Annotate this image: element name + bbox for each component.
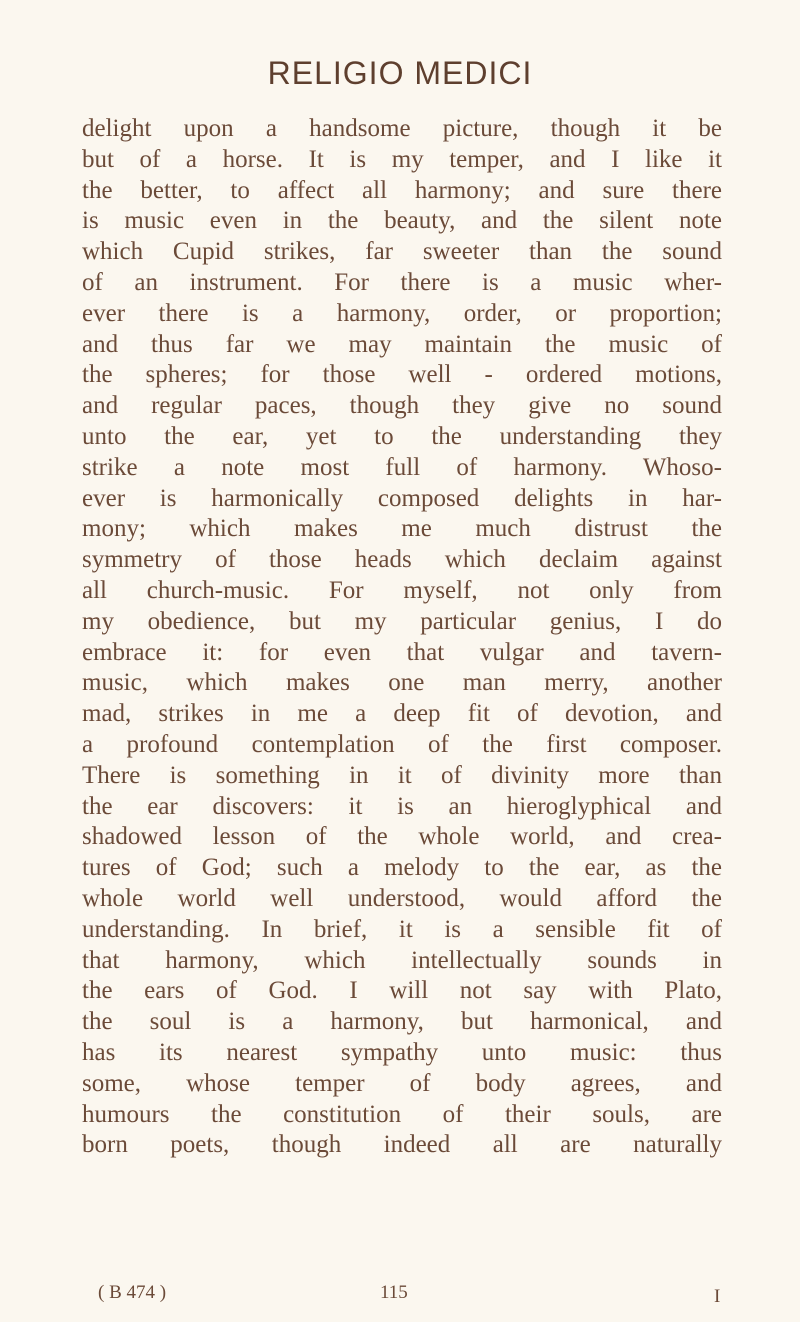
text-line: whole world well understood, would afford the [82, 884, 722, 912]
text-line: ever is harmonically composed delights in har- [82, 484, 722, 512]
text-line: humours the constitution of their souls, are [82, 1100, 722, 1128]
text-line: There is something in it of divinity more than [82, 761, 722, 789]
text-line: ever there is a harmony, order, or proportion; [82, 299, 722, 327]
text-line: is music even in the beauty, and the silent note [82, 207, 722, 235]
body-text [82, 114, 722, 1161]
text-line: symmetry of those heads which declaim against [82, 546, 722, 574]
text-line: a profound contemplation of the first composer. [82, 730, 722, 758]
running-head: RELIGIO MEDICI [267, 55, 533, 91]
text-line: has its nearest sympathy unto music: thus [82, 1038, 722, 1066]
text-line: shadowed lesson of the whole world, and crea- [82, 823, 722, 851]
text-line: mony; which makes me much distrust the [82, 515, 722, 543]
text-line: delight upon a handsome picture, though it be [82, 115, 722, 142]
text-line: strike a note most full of harmony. Whoso- [82, 453, 722, 481]
text-line: mad, strikes in me a deep fit of devotion, and [82, 700, 722, 728]
text-line: my obedience, but my particular genius, I do [82, 607, 722, 635]
quire-mark: I [714, 1286, 721, 1307]
text-line: the spheres; for those well - ordered motions, [82, 361, 722, 389]
text-line: the ear discovers: it is an hieroglyphical and [82, 792, 722, 820]
text-line: all church-music. For myself, not only from [82, 576, 722, 604]
text-line: which Cupid strikes, far sweeter than the sound [82, 238, 722, 266]
text-line: understanding. In brief, it is a sensible fit of [82, 915, 722, 943]
text-line: some, whose temper of body agrees, and [82, 1069, 722, 1097]
text-line: but of a horse. It is my temper, and I like it [82, 145, 722, 173]
signature-mark: ( B 474 ) [98, 1282, 167, 1303]
text-line: of an instrument. For there is a music wher- [82, 268, 722, 296]
text-line: the soul is a harmony, but harmonical, and [82, 1008, 722, 1036]
text-line: that harmony, which intellectually sounds in [82, 946, 722, 974]
text-line: and thus far we may maintain the music of [82, 330, 722, 358]
text-line: music, which makes one man merry, another [82, 669, 722, 697]
text-line: the ears of God. I will not say with Plato, [82, 977, 722, 1005]
text-line: born poets, though indeed all are naturally [82, 1131, 722, 1159]
text-line: tures of God; such a melody to the ear, as the [82, 854, 722, 882]
page-footer [0, 1282, 800, 1312]
page-number: 115 [380, 1282, 408, 1303]
text-line: unto the ear, yet to the understanding they [82, 422, 722, 450]
text-line: and regular paces, though they give no sound [82, 392, 722, 420]
text-line: embrace it: for even that vulgar and tavern- [82, 638, 722, 666]
text-line: the better, to affect all harmony; and sure there [82, 176, 722, 204]
